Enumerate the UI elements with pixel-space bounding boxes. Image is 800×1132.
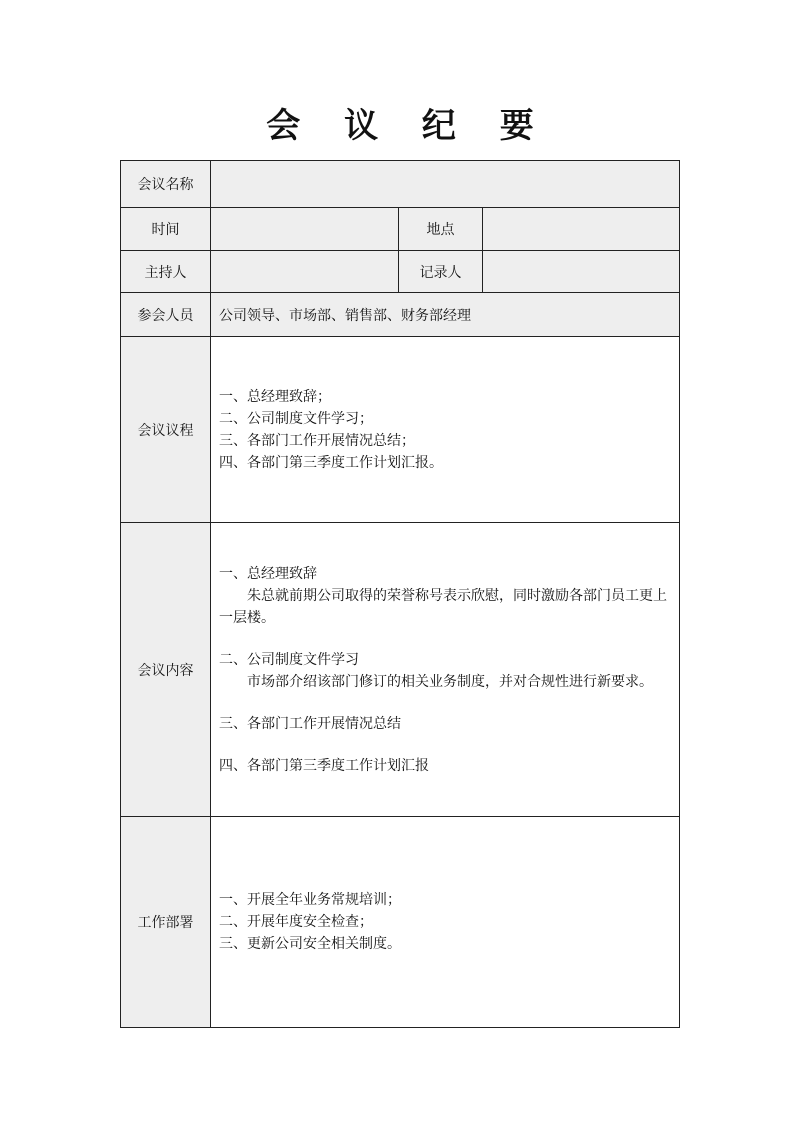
agenda-label: 会议议程	[121, 337, 211, 523]
agenda-item: 一、总经理致辞；	[219, 388, 331, 405]
content-heading: 二、公司制度文件学习	[219, 651, 359, 668]
work-item: 一、开展全年业务常规培训；	[219, 892, 401, 908]
content-label: 会议内容	[121, 523, 211, 817]
location-field[interactable]	[483, 208, 680, 251]
content-body: 朱总就前期公司取得的荣誉称号表示欣慰，同时激励各部门员工更上一层楼。	[219, 587, 667, 626]
recorder-label: 记录人	[399, 251, 483, 293]
spacer	[219, 629, 671, 649]
agenda-field[interactable]	[211, 337, 680, 523]
content-heading: 一、总经理致辞	[219, 565, 317, 582]
content-heading: 四、各部门第三季度工作计划汇报	[219, 757, 429, 774]
host-label: 主持人	[121, 251, 211, 293]
agenda-item: 三、各部门工作开展情况总结；	[219, 432, 415, 449]
attendees-label: 参会人员	[121, 293, 211, 337]
meeting-name-label: 会议名称	[121, 161, 211, 208]
work-label: 工作部署	[121, 817, 211, 1028]
row-host-recorder	[121, 251, 680, 293]
minutes-table	[120, 160, 680, 1028]
work-item: 二、开展年度安全检查；	[219, 914, 373, 930]
recorder-field[interactable]	[483, 251, 680, 293]
row-attendees	[121, 293, 680, 337]
host-field[interactable]	[211, 251, 399, 293]
row-meeting-name	[121, 161, 680, 208]
time-label: 时间	[121, 208, 211, 251]
row-work	[121, 817, 680, 1028]
content-field[interactable]	[211, 523, 680, 817]
content-heading: 三、各部门工作开展情况总结	[219, 715, 401, 732]
time-field[interactable]	[211, 208, 399, 251]
work-field[interactable]	[211, 817, 680, 1028]
spacer	[219, 735, 671, 755]
agenda-item: 二、公司制度文件学习；	[219, 410, 373, 427]
location-label: 地点	[399, 208, 483, 251]
row-content	[121, 523, 680, 817]
content-body: 市场部介绍该部门修订的相关业务制度，并对合规性进行新要求。	[247, 673, 653, 690]
row-time-location	[121, 208, 680, 251]
spacer	[219, 693, 671, 713]
document-title: 会 议 纪 要	[266, 106, 550, 146]
work-item: 三、更新公司安全相关制度。	[219, 936, 401, 952]
meeting-name-field[interactable]	[211, 161, 680, 208]
agenda-item: 四、各部门第三季度工作计划汇报。	[219, 454, 443, 471]
attendees-field[interactable]: 公司领导、市场部、销售部、财务部经理	[211, 293, 680, 337]
row-agenda	[121, 337, 680, 523]
